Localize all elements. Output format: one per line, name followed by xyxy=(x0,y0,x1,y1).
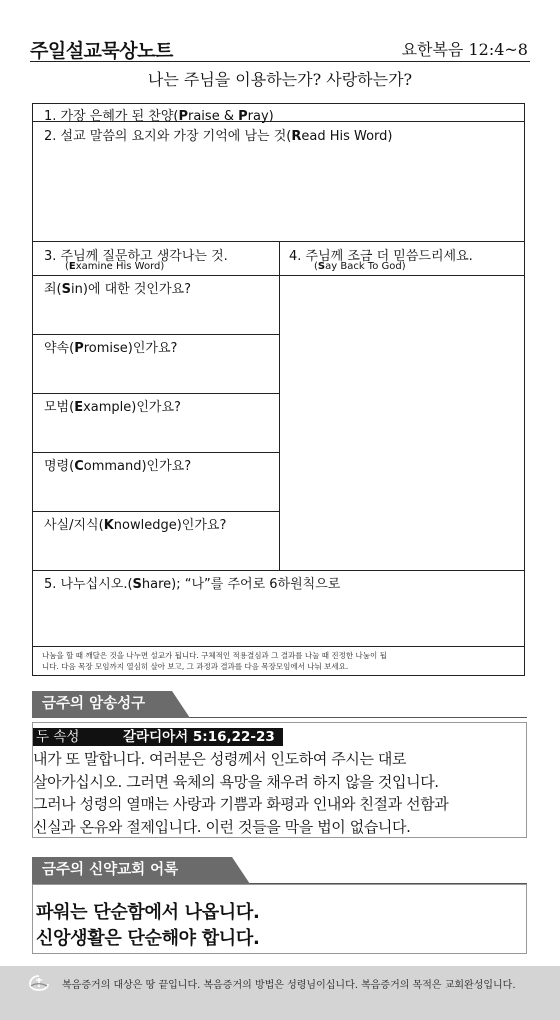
verse-line: 내가 또 말합니다. 여러분은 성령께서 인도하여 주시는 대로 xyxy=(33,750,407,768)
footer-text: 복음증거의 대상은 땅 끝입니다. 복음증거의 방법은 성령님이십니다. 복음증거의 목적은 교회완성입니다. xyxy=(62,980,516,991)
divider xyxy=(33,511,279,512)
question-5: 5. 나누십시오.(Share); “나”를 주어로 6하원칙으로 xyxy=(44,577,341,592)
question-2: 2. 설교 말씀의 요지와 가장 기억에 남는 것(Read His Word) xyxy=(44,129,393,144)
question-4-subtitle: (Say Back To God) xyxy=(314,261,406,272)
knowledge-question: 사실/지식(Knowledge)인가요? xyxy=(44,518,227,533)
sermon-subtitle: 나는 주님을 이용하는가? 사랑하는가? xyxy=(147,70,413,89)
sin-question: 죄(Sin)에 대한 것인가요? xyxy=(44,282,192,297)
verse-line: 살아가십시오. 그러면 육체의 욕망을 채우려 하지 않을 것입니다. xyxy=(33,772,439,791)
promise-question: 약속(Promise)인가요? xyxy=(44,341,178,356)
divider xyxy=(33,334,279,335)
footer-bar xyxy=(0,966,560,1020)
divider xyxy=(33,452,279,453)
tab-corner xyxy=(232,857,250,884)
question-3-subtitle: (Examine His Word) xyxy=(65,261,165,272)
title-underline xyxy=(30,61,530,62)
tab-corner xyxy=(172,691,190,718)
page-title: 주일설교묵상노트 xyxy=(30,40,173,62)
question-1: 1. 가장 은혜가 된 찬양(Praise & Pray) xyxy=(44,109,274,124)
sharing-note xyxy=(42,650,520,672)
note-line: 니다. 다음 목장 모임까지 열심히 살아 보고, 그 과정과 결과를 다음 목장모임에서 나눠 보세요. xyxy=(42,662,349,671)
verse-topic: 두 속성 xyxy=(36,729,80,745)
verse-text xyxy=(33,748,523,838)
motto-line: 신앙생활은 단순해야 합니다. xyxy=(36,928,260,949)
question-4: 4. 주님께 조금 더 믿씀드리세요. xyxy=(289,249,473,264)
command-question: 명령(Command)인가요? xyxy=(44,459,192,474)
divider xyxy=(33,393,279,394)
verse-reference: 갈라디아서 5:16,22-23 xyxy=(123,729,275,745)
answer-area-2[interactable] xyxy=(33,142,524,240)
divider xyxy=(33,570,524,571)
worksheet-table xyxy=(32,103,525,676)
memory-verse-label: 금주의 암송성구 xyxy=(32,691,172,718)
motto-line: 파워는 단순함에서 나옵니다. xyxy=(36,902,260,923)
verse-line: 그러나 성령의 열매는 사랑과 기쁨과 화평과 인내와 친절과 선함과 xyxy=(33,795,449,813)
note-line: 나눔을 할 때 깨달은 것을 나누면 설교가 됩니다. 구체적인 적용결심과 그 결과를 나눌 때 진정한 나눔이 됩 xyxy=(42,651,387,660)
divider xyxy=(33,646,524,647)
scripture-reference: 요한복음 12:4~8 xyxy=(401,40,528,59)
answer-area-5[interactable] xyxy=(33,590,524,645)
verse-line: 신실과 온유와 절제입니다. 이런 것들을 막을 법이 없습니다. xyxy=(33,817,411,836)
verse-header xyxy=(33,728,283,746)
example-question: 모범(Example)인가요? xyxy=(44,400,181,415)
church-logo-icon xyxy=(28,974,50,992)
answer-area-4[interactable] xyxy=(280,276,524,569)
motto-label: 금주의 신약교회 어록 xyxy=(32,857,232,884)
question-3: 3. 주님께 질문하고 생각나는 것. xyxy=(44,249,228,264)
